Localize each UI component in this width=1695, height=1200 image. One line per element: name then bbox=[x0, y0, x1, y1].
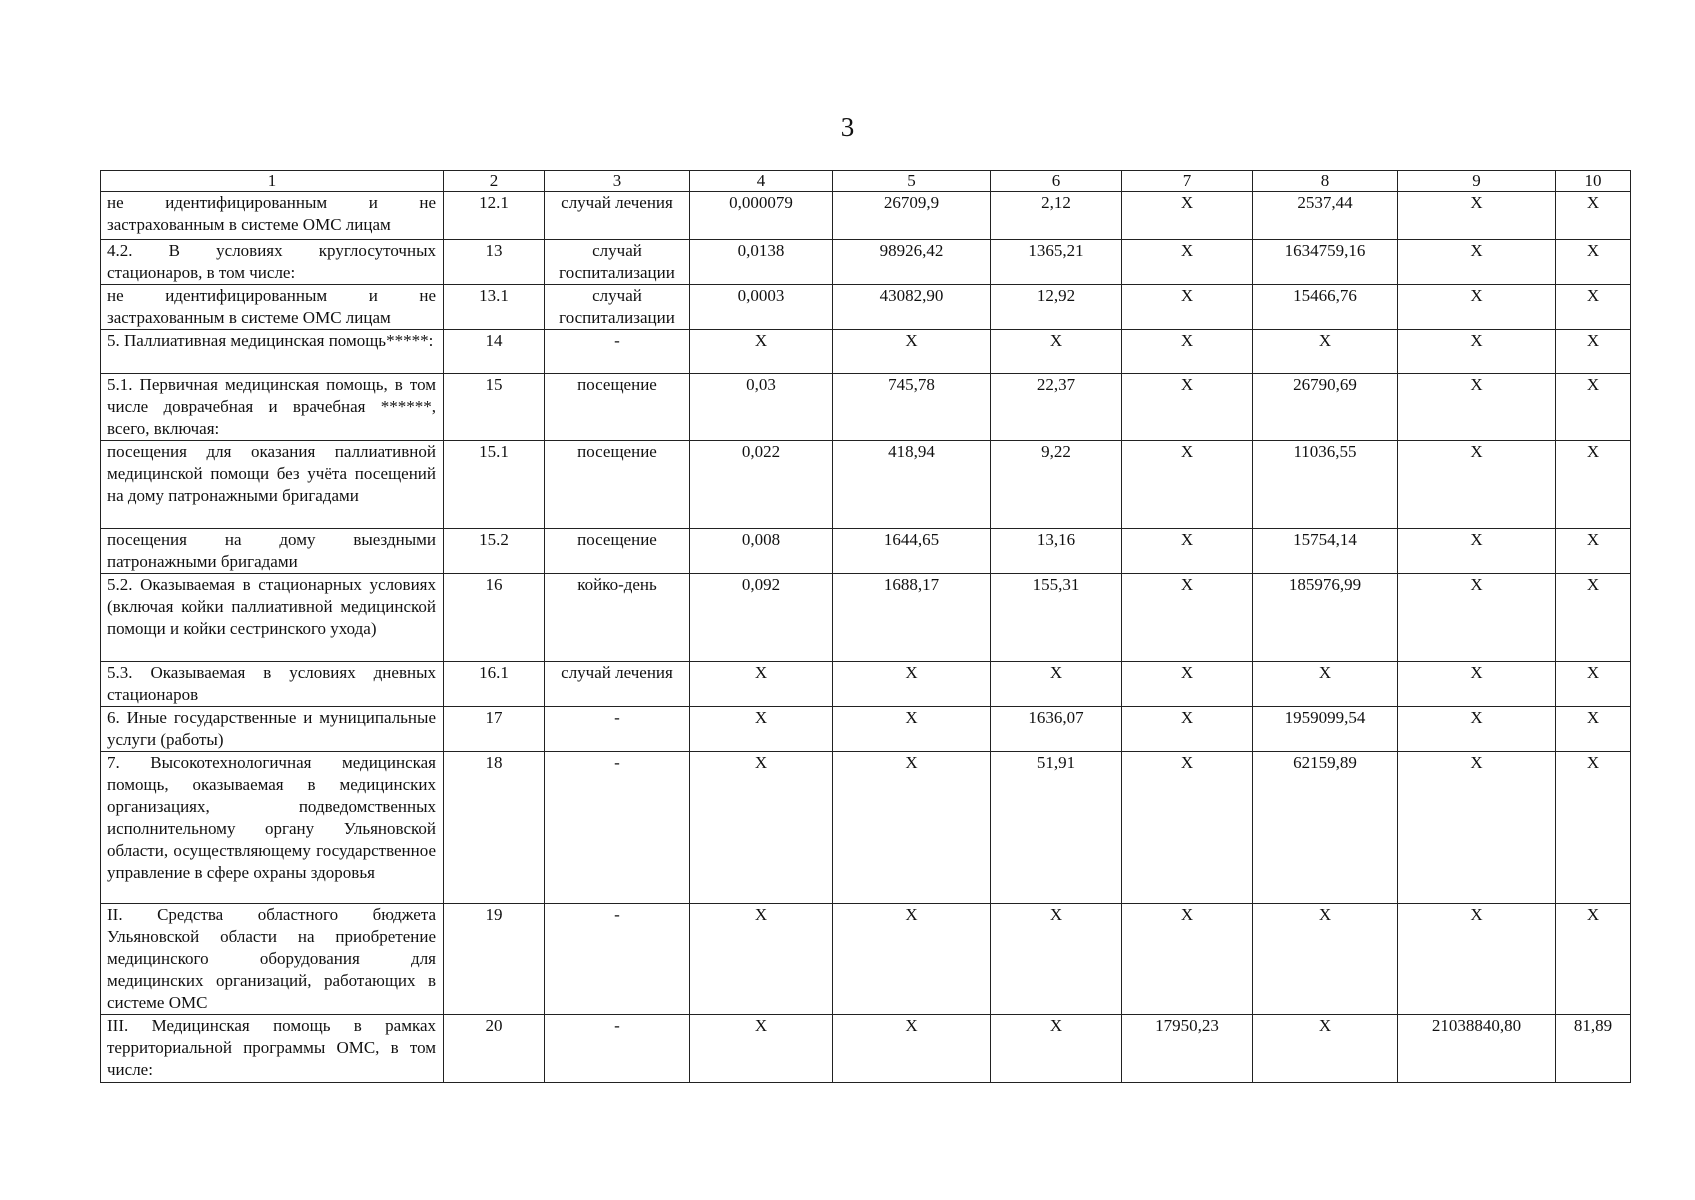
per-capita-budget-cell: X bbox=[991, 904, 1122, 1015]
per-capita-budget-cell: 9,22 bbox=[991, 441, 1122, 529]
unit-cell: - bbox=[545, 904, 690, 1015]
table-body bbox=[101, 171, 1631, 1083]
table-row bbox=[101, 752, 1631, 904]
norm-volume-cell: 0,022 bbox=[690, 441, 833, 529]
unit-cell: посещение bbox=[545, 529, 690, 574]
unit-cell: посещение bbox=[545, 374, 690, 441]
per-capita-oms-cell: X bbox=[1122, 240, 1253, 285]
norm-volume-cell: 0,008 bbox=[690, 529, 833, 574]
indicator-name-cell: III. Медицинская помощь в рамках территориальной программы ОМС, в том числе: bbox=[101, 1015, 444, 1083]
row-number-cell: 13.1 bbox=[444, 285, 545, 330]
per-capita-oms-cell: X bbox=[1122, 707, 1253, 752]
column-header: 5 bbox=[833, 171, 991, 192]
cost-per-unit-cell: X bbox=[833, 752, 991, 904]
column-header: 8 bbox=[1253, 171, 1398, 192]
norm-volume-cell: X bbox=[690, 707, 833, 752]
norm-volume-cell: 0,000079 bbox=[690, 192, 833, 240]
cost-per-unit-cell: 1688,17 bbox=[833, 574, 991, 662]
row-number-cell: 15.1 bbox=[444, 441, 545, 529]
indicator-name-cell: 5.1. Первичная медицинская помощь, в том числе доврачебная и врачебная ******, всего, включая: bbox=[101, 374, 444, 441]
indicator-name-cell: 5.2. Оказываемая в стационарных условиях (включая койки паллиативной медицинской помощи и койки сестринского ухода) bbox=[101, 574, 444, 662]
share-percent-cell: X bbox=[1556, 240, 1631, 285]
table-row bbox=[101, 240, 1631, 285]
data-table bbox=[100, 170, 1631, 1083]
per-capita-budget-cell: 13,16 bbox=[991, 529, 1122, 574]
cost-budget-cell: 1634759,16 bbox=[1253, 240, 1398, 285]
share-percent-cell: X bbox=[1556, 374, 1631, 441]
table-row bbox=[101, 374, 1631, 441]
table-row bbox=[101, 529, 1631, 574]
table-row bbox=[101, 662, 1631, 707]
cost-per-unit-cell: X bbox=[833, 1015, 991, 1083]
norm-volume-cell: 0,0003 bbox=[690, 285, 833, 330]
per-capita-budget-cell: 22,37 bbox=[991, 374, 1122, 441]
indicator-name-cell: посещения для оказания паллиативной медицинской помощи без учёта посещений на дому патронажными бригадами bbox=[101, 441, 444, 529]
cost-per-unit-cell: X bbox=[833, 330, 991, 374]
unit-cell: случай госпитализации bbox=[545, 285, 690, 330]
cost-per-unit-cell: X bbox=[833, 662, 991, 707]
cost-per-unit-cell: 43082,90 bbox=[833, 285, 991, 330]
indicator-name-cell: 5. Паллиативная медицинская помощь*****: bbox=[101, 330, 444, 374]
cost-oms-cell: X bbox=[1398, 707, 1556, 752]
header-row bbox=[101, 171, 1631, 192]
row-number-cell: 16.1 bbox=[444, 662, 545, 707]
cost-budget-cell: 26790,69 bbox=[1253, 374, 1398, 441]
cost-oms-cell: X bbox=[1398, 574, 1556, 662]
per-capita-oms-cell: X bbox=[1122, 330, 1253, 374]
cost-oms-cell: X bbox=[1398, 529, 1556, 574]
column-header: 7 bbox=[1122, 171, 1253, 192]
cost-budget-cell: X bbox=[1253, 904, 1398, 1015]
unit-cell: случай лечения bbox=[545, 192, 690, 240]
table-row bbox=[101, 707, 1631, 752]
share-percent-cell: X bbox=[1556, 285, 1631, 330]
indicator-name-cell: 5.3. Оказываемая в условиях дневных стационаров bbox=[101, 662, 444, 707]
per-capita-budget-cell: X bbox=[991, 330, 1122, 374]
per-capita-oms-cell: X bbox=[1122, 441, 1253, 529]
column-header: 9 bbox=[1398, 171, 1556, 192]
norm-volume-cell: 0,092 bbox=[690, 574, 833, 662]
table-row bbox=[101, 1015, 1631, 1083]
cost-per-unit-cell: X bbox=[833, 904, 991, 1015]
indicator-name-cell: не идентифицированным и не застрахованным в системе ОМС лицам bbox=[101, 192, 444, 240]
cost-oms-cell: X bbox=[1398, 285, 1556, 330]
cost-oms-cell: X bbox=[1398, 441, 1556, 529]
norm-volume-cell: 0,0138 bbox=[690, 240, 833, 285]
per-capita-budget-cell: 51,91 bbox=[991, 752, 1122, 904]
cost-budget-cell: 11036,55 bbox=[1253, 441, 1398, 529]
cost-budget-cell: 15466,76 bbox=[1253, 285, 1398, 330]
share-percent-cell: X bbox=[1556, 330, 1631, 374]
table-row bbox=[101, 285, 1631, 330]
cost-budget-cell: 15754,14 bbox=[1253, 529, 1398, 574]
per-capita-budget-cell: X bbox=[991, 662, 1122, 707]
per-capita-budget-cell: 1365,21 bbox=[991, 240, 1122, 285]
cost-budget-cell: 185976,99 bbox=[1253, 574, 1398, 662]
cost-budget-cell: X bbox=[1253, 662, 1398, 707]
per-capita-oms-cell: X bbox=[1122, 374, 1253, 441]
row-number-cell: 18 bbox=[444, 752, 545, 904]
indicator-name-cell: 6. Иные государственные и муниципальные услуги (работы) bbox=[101, 707, 444, 752]
share-percent-cell: X bbox=[1556, 441, 1631, 529]
norm-volume-cell: 0,03 bbox=[690, 374, 833, 441]
cost-oms-cell: X bbox=[1398, 240, 1556, 285]
cost-per-unit-cell: 418,94 bbox=[833, 441, 991, 529]
per-capita-oms-cell: X bbox=[1122, 752, 1253, 904]
share-percent-cell: X bbox=[1556, 752, 1631, 904]
per-capita-oms-cell: X bbox=[1122, 662, 1253, 707]
norm-volume-cell: X bbox=[690, 752, 833, 904]
share-percent-cell: X bbox=[1556, 707, 1631, 752]
indicator-name-cell: 4.2. В условиях круглосуточных стационаров, в том числе: bbox=[101, 240, 444, 285]
row-number-cell: 20 bbox=[444, 1015, 545, 1083]
unit-cell: - bbox=[545, 330, 690, 374]
share-percent-cell: X bbox=[1556, 574, 1631, 662]
cost-oms-cell: 21038840,80 bbox=[1398, 1015, 1556, 1083]
unit-cell: посещение bbox=[545, 441, 690, 529]
share-percent-cell: 81,89 bbox=[1556, 1015, 1631, 1083]
unit-cell: случай госпитализации bbox=[545, 240, 690, 285]
indicator-name-cell: 7. Высокотехнологичная медицинская помощь, оказываемая в медицинских организациях, подведомственных исполнительному органу Ульяновской области, осуществляющему государственное управление в сфере охраны здоровья bbox=[101, 752, 444, 904]
per-capita-oms-cell: X bbox=[1122, 192, 1253, 240]
row-number-cell: 19 bbox=[444, 904, 545, 1015]
per-capita-budget-cell: 2,12 bbox=[991, 192, 1122, 240]
table-row bbox=[101, 574, 1631, 662]
page-number: 3 bbox=[840, 112, 855, 142]
per-capita-oms-cell: 17950,23 bbox=[1122, 1015, 1253, 1083]
unit-cell: случай лечения bbox=[545, 662, 690, 707]
cost-oms-cell: X bbox=[1398, 192, 1556, 240]
per-capita-oms-cell: X bbox=[1122, 904, 1253, 1015]
cost-budget-cell: 62159,89 bbox=[1253, 752, 1398, 904]
cost-per-unit-cell: 1644,65 bbox=[833, 529, 991, 574]
share-percent-cell: X bbox=[1556, 662, 1631, 707]
cost-per-unit-cell: X bbox=[833, 707, 991, 752]
unit-cell: - bbox=[545, 752, 690, 904]
row-number-cell: 15.2 bbox=[444, 529, 545, 574]
share-percent-cell: X bbox=[1556, 904, 1631, 1015]
unit-cell: койко-день bbox=[545, 574, 690, 662]
unit-cell: - bbox=[545, 707, 690, 752]
cost-budget-cell: 1959099,54 bbox=[1253, 707, 1398, 752]
indicator-name-cell: не идентифицированным и не застрахованным в системе ОМС лицам bbox=[101, 285, 444, 330]
indicator-name-cell: посещения на дому выездными патронажными бригадами bbox=[101, 529, 444, 574]
row-number-cell: 15 bbox=[444, 374, 545, 441]
norm-volume-cell: X bbox=[690, 904, 833, 1015]
cost-oms-cell: X bbox=[1398, 330, 1556, 374]
cost-oms-cell: X bbox=[1398, 752, 1556, 904]
cost-budget-cell: X bbox=[1253, 1015, 1398, 1083]
table-row bbox=[101, 904, 1631, 1015]
norm-volume-cell: X bbox=[690, 1015, 833, 1083]
norm-volume-cell: X bbox=[690, 662, 833, 707]
unit-cell: - bbox=[545, 1015, 690, 1083]
column-header: 10 bbox=[1556, 171, 1631, 192]
per-capita-oms-cell: X bbox=[1122, 529, 1253, 574]
share-percent-cell: X bbox=[1556, 529, 1631, 574]
indicator-name-cell: II. Средства областного бюджета Ульяновской области на приобретение медицинского оборудования для медицинских организаций, работающих в системе ОМС bbox=[101, 904, 444, 1015]
per-capita-budget-cell: 155,31 bbox=[991, 574, 1122, 662]
per-capita-budget-cell: 1636,07 bbox=[991, 707, 1122, 752]
table-row bbox=[101, 330, 1631, 374]
row-number-cell: 12.1 bbox=[444, 192, 545, 240]
norm-volume-cell: X bbox=[690, 330, 833, 374]
row-number-cell: 17 bbox=[444, 707, 545, 752]
row-number-cell: 14 bbox=[444, 330, 545, 374]
share-percent-cell: X bbox=[1556, 192, 1631, 240]
table-row bbox=[101, 441, 1631, 529]
per-capita-oms-cell: X bbox=[1122, 285, 1253, 330]
cost-per-unit-cell: 26709,9 bbox=[833, 192, 991, 240]
column-header: 2 bbox=[444, 171, 545, 192]
cost-oms-cell: X bbox=[1398, 904, 1556, 1015]
cost-budget-cell: 2537,44 bbox=[1253, 192, 1398, 240]
cost-oms-cell: X bbox=[1398, 662, 1556, 707]
cost-budget-cell: X bbox=[1253, 330, 1398, 374]
per-capita-budget-cell: 12,92 bbox=[991, 285, 1122, 330]
column-header: 4 bbox=[690, 171, 833, 192]
column-header: 1 bbox=[101, 171, 444, 192]
per-capita-budget-cell: X bbox=[991, 1015, 1122, 1083]
row-number-cell: 16 bbox=[444, 574, 545, 662]
table-row bbox=[101, 192, 1631, 240]
cost-per-unit-cell: 98926,42 bbox=[833, 240, 991, 285]
cost-oms-cell: X bbox=[1398, 374, 1556, 441]
column-header: 6 bbox=[991, 171, 1122, 192]
per-capita-oms-cell: X bbox=[1122, 574, 1253, 662]
cost-per-unit-cell: 745,78 bbox=[833, 374, 991, 441]
row-number-cell: 13 bbox=[444, 240, 545, 285]
column-header: 3 bbox=[545, 171, 690, 192]
